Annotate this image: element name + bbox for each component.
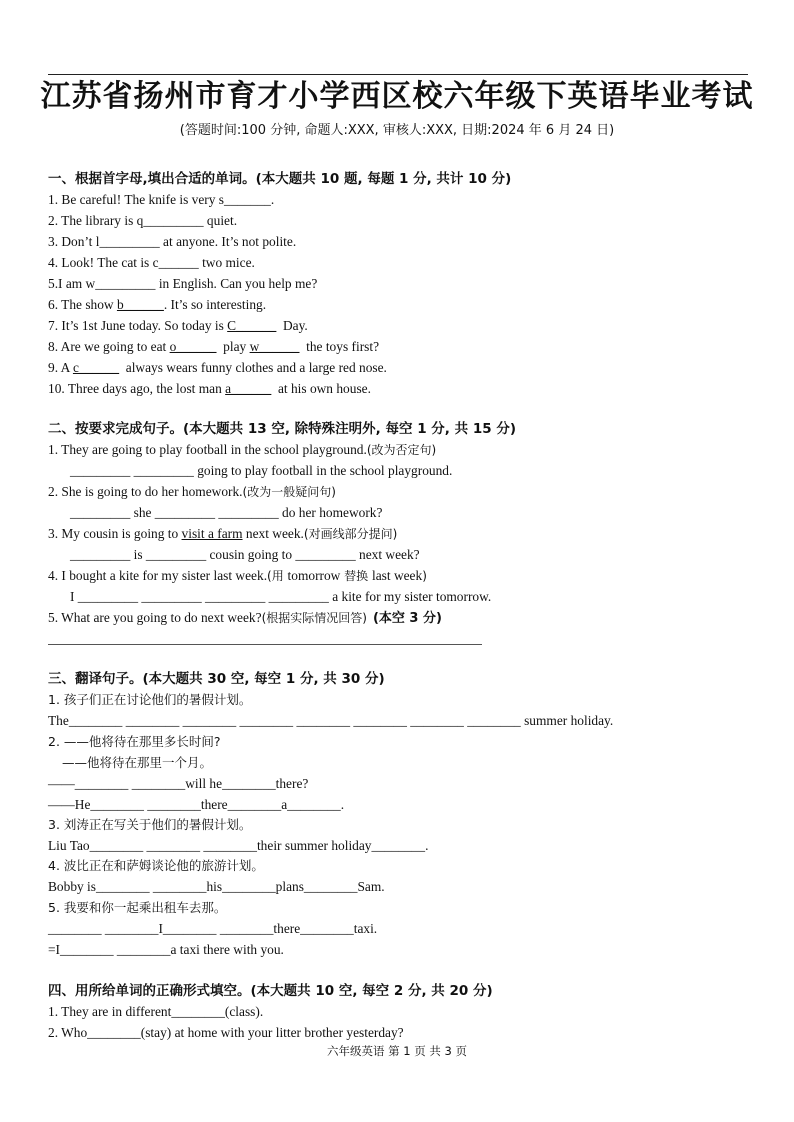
q10-blank: a______ (225, 381, 272, 396)
s1-question-7 (48, 317, 308, 335)
s2-answer-3: _________ is _________ cousin going to _________ next week? (70, 547, 420, 562)
top-divider (48, 74, 748, 75)
section4-heading: 四、用所给单词的正确形式填空。(本大题共 10 空, 每空 2 分, 共 20 分) (48, 983, 493, 999)
s1-question-4: 4. Look! The cat is c______ two mice. (48, 255, 255, 270)
s3-q2-english-a: ——________ ________will he________there? (48, 776, 309, 791)
s2-q5-note: (根据实际情况回答) (261, 611, 367, 625)
q7-blank: C______ (227, 318, 277, 333)
s2-question-3 (48, 525, 397, 543)
q6-blank: b______ (116, 297, 164, 312)
s2-q4-note-b: 替换 (340, 569, 372, 583)
s3-q5-english-b: =I________ ________a taxi there with you. (48, 942, 284, 957)
q8-blank-1: o______ (169, 339, 217, 354)
page-footer: 六年级英语 第 1 页 共 3 页 (326, 1044, 468, 1058)
s2-q4-note-a: (用 (267, 569, 288, 583)
q6-text-c: . It’s so interesting. (163, 297, 267, 312)
s3-q1-chinese: 1. 孩子们正在讨论他们的暑假计划。 (48, 692, 252, 707)
s2-answer-2: _________ she _________ _________ do her homework? (70, 505, 383, 520)
q7-text-a: 7. It’s 1st June today. So today is (48, 318, 228, 333)
s3-q3-chinese: 3. 刘涛正在写关于他们的暑假计划。 (48, 817, 252, 832)
q9-blank: c______ (72, 360, 120, 375)
section1-heading: 一、根据首字母,填出合适的单词。(本大题共 10 题, 每题 1 分, 共计 10 分) (48, 171, 512, 187)
s3-q3-english: Liu Tao________ ________ ________their summer holiday________. (48, 838, 429, 853)
s1-question-9 (48, 359, 387, 377)
s2-q3-note: (对画线部分提问) (303, 527, 398, 541)
s2-q5-points: (本空 3 分) (372, 611, 442, 626)
s1-question-6 (48, 296, 266, 314)
s2-q2-text: 2. She is going to do her homework. (48, 484, 243, 499)
s3-q4-chinese: 4. 波比正在和萨姆谈论他的旅游计划。 (48, 858, 264, 873)
s3-q5-english-a: ________ ________I________ ________there________taxi. (48, 921, 378, 936)
q6-text-a: 6. The show (48, 297, 117, 312)
q9-text-a: 9. A (48, 360, 73, 375)
s4-question-2: 2. Who________(stay) at home with your litter brother yesterday? (48, 1025, 404, 1040)
exam-info: (答题时间:100 分钟, 命题人:XXX, 审核人:XXX, 日期:2024 年 6 月 24 日) (179, 123, 615, 138)
page-title: 江苏省扬州市育才小学西区校六年级下英语毕业考试 (40, 79, 754, 114)
s2-q5-text: 5. What are you going to do next week? (48, 610, 262, 625)
s3-q2-english-b: ——He________ ________there________a________. (48, 797, 345, 812)
q8-text-e: the toys first? (299, 339, 380, 354)
s2-q4-note-c: ) (422, 569, 427, 583)
s1-question-1: 1. Be careful! The knife is very s_______. (48, 192, 275, 207)
s1-question-10 (48, 380, 371, 398)
s2-q4-text: 4. I bought a kite for my sister last week. (48, 568, 268, 583)
s2-q5-answer-line (48, 644, 482, 645)
s2-question-4 (48, 567, 427, 585)
s2-q4-word-1: tomorrow (287, 568, 341, 583)
s2-question-5 (48, 609, 442, 628)
s2-q3-underlined: visit a farm (181, 526, 243, 541)
s2-q2-note: (改为一般疑问句) (242, 485, 336, 499)
s2-question-2 (48, 483, 336, 501)
s2-q1-note: (改为否定句) (366, 443, 437, 457)
section3-heading: 三、翻译句子。(本大题共 30 空, 每空 1 分, 共 30 分) (48, 671, 385, 687)
q10-text-c: at his own house. (271, 381, 371, 396)
s2-q3-text-c: next week. (242, 526, 304, 541)
s2-answer-1: _________ _________ going to play football in the school playground. (70, 463, 453, 478)
q7-text-c: Day. (276, 318, 308, 333)
s1-question-8 (48, 338, 379, 356)
q8-blank-2: w______ (249, 339, 300, 354)
s3-q4-english: Bobby is________ ________his________plans________Sam. (48, 879, 385, 894)
s1-question-5: 5.I am w_________ in English. Can you help me? (48, 276, 318, 291)
s3-q1-english: The________ ________ ________ ________ ________ ________ ________ ________ summer holiday. (48, 713, 614, 728)
s3-q2-chinese-b: ——他将待在那里一个月。 (62, 755, 213, 770)
s1-question-2: 2. The library is q_________ quiet. (48, 213, 238, 228)
s2-q1-text: 1. They are going to play football in the school playground. (48, 442, 367, 457)
q8-text-a: 8. Are we going to eat (48, 339, 170, 354)
s2-answer-4: I _________ _________ _________ _________ a kite for my sister tomorrow. (70, 589, 492, 604)
s1-question-3: 3. Don’t l_________ at anyone. It’s not polite. (48, 234, 297, 249)
s3-q2-chinese-a: 2. ——他将待在那里多长时间? (48, 734, 221, 749)
s4-question-1: 1. They are in different________(class). (48, 1004, 264, 1019)
section2-heading: 二、按要求完成句子。(本大题共 13 空, 除特殊注明外, 每空 1 分, 共 15 分) (48, 421, 516, 437)
s3-q5-chinese: 5. 我要和你一起乘出租车去那。 (48, 900, 227, 915)
s2-question-1 (48, 441, 436, 459)
s2-q3-text-a: 3. My cousin is going to (48, 526, 182, 541)
q9-text-c: always wears funny clothes and a large red nose. (119, 360, 387, 375)
q10-text-a: 10. Three days ago, the lost man (48, 381, 226, 396)
q8-text-c: play (216, 339, 250, 354)
s2-q4-word-2: last week (372, 568, 423, 583)
